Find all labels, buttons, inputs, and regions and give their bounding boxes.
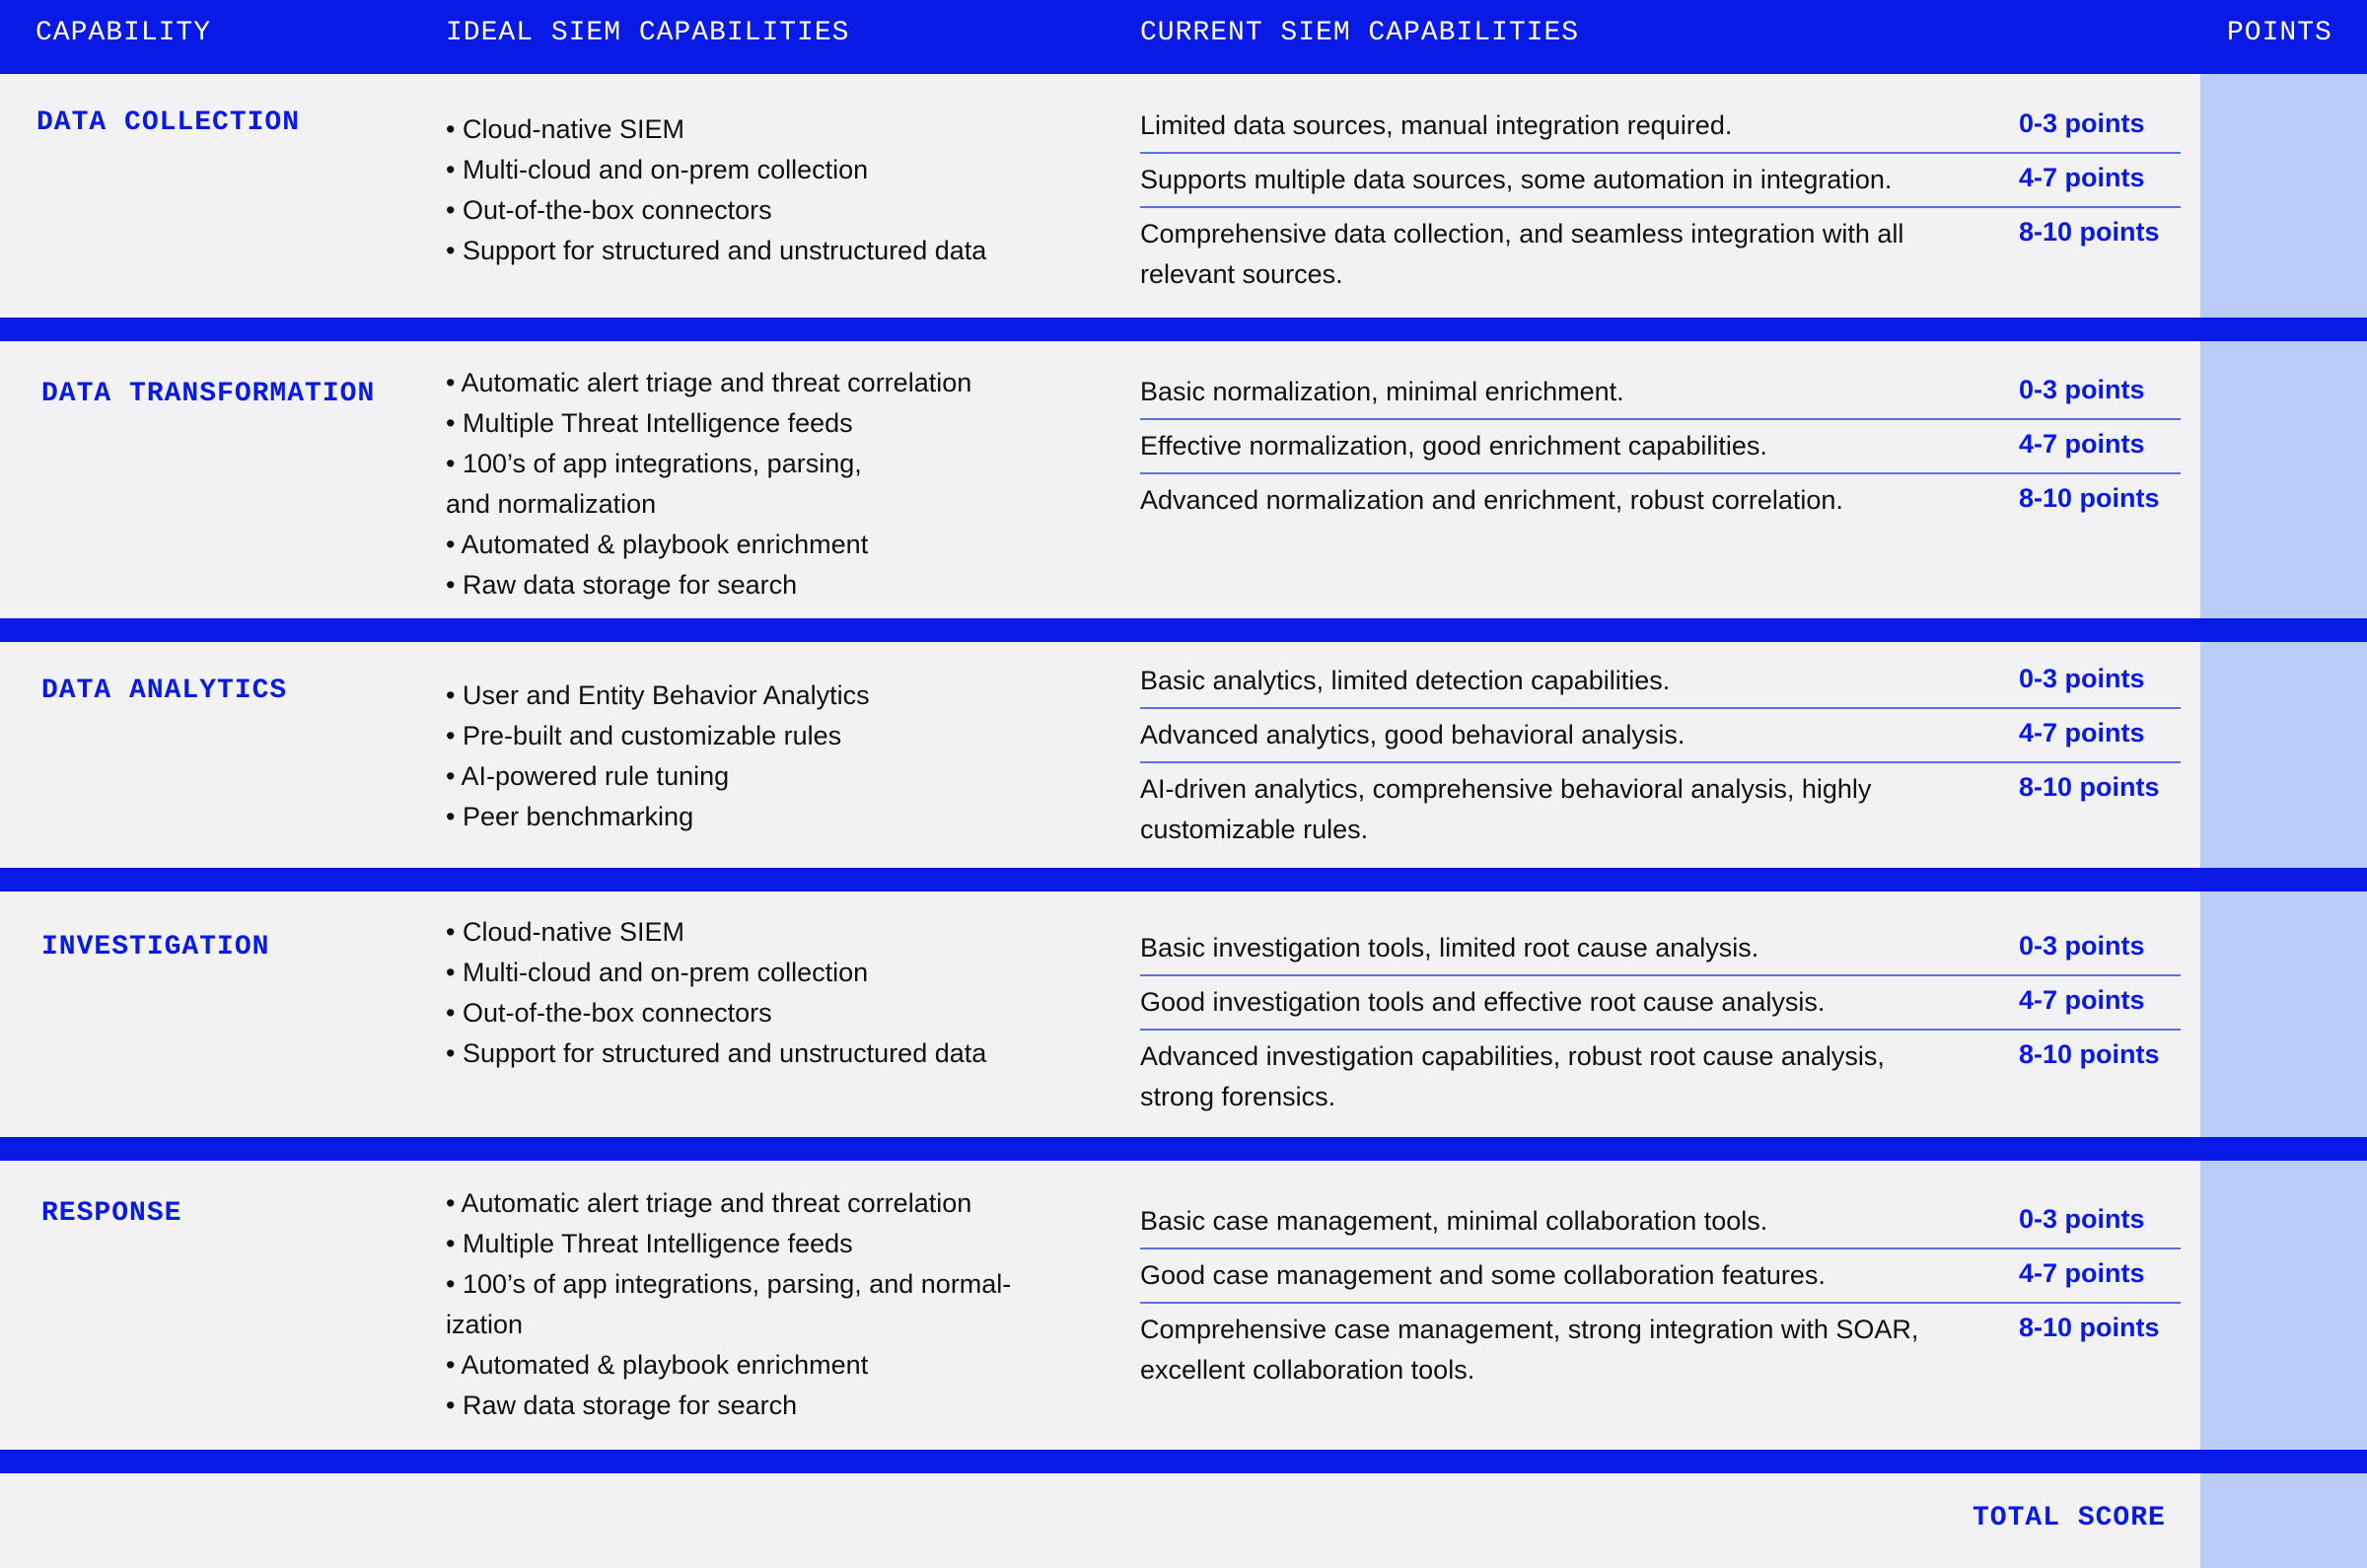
capability-label: DATA TRANSFORMATION (41, 379, 376, 409)
tier-description: Basic case management, minimal collaboration tools. (1140, 1206, 1768, 1236)
tier-points: 0-3 points (2019, 375, 2145, 404)
capability-label: DATA ANALYTICS (41, 676, 288, 706)
tier-4-7 (1140, 715, 2181, 763)
tier-description: Basic analytics, limited detection capabilities. (1140, 666, 1671, 695)
header-points: POINTS (2227, 18, 2332, 48)
tier-8-10 (1140, 480, 2181, 527)
ideal-list (446, 676, 1057, 837)
tier-8-10 (1140, 1036, 2181, 1125)
tier-description: Limited data sources, manual integration required. (1140, 110, 1733, 140)
tier-8-10 (1140, 769, 2181, 858)
tier-points: 8-10 points (2019, 772, 2160, 802)
ideal-item: • Cloud-native SIEM (446, 114, 685, 144)
tier-0-3 (1140, 928, 2181, 976)
row-separator (0, 868, 2367, 891)
ideal-list (446, 363, 1057, 606)
total-score-label: TOTAL SCORE (1972, 1503, 2166, 1533)
ideal-item: • AI-powered rule tuning (446, 761, 730, 791)
tier-description: Comprehensive case management, strong integration with SOAR, excellent collaboration tools. (1140, 1315, 1919, 1385)
capability-label: RESPONSE (41, 1198, 182, 1229)
tier-points: 0-3 points (2019, 931, 2145, 961)
tier-4-7 (1140, 982, 2181, 1031)
ideal-item: • Support for structured and unstructured data (446, 236, 987, 265)
row-separator (0, 318, 2367, 341)
tier-points: 8-10 points (2019, 217, 2160, 247)
tier-points: 8-10 points (2019, 1313, 2160, 1342)
ideal-item: • Out-of-the-box connectors (446, 998, 772, 1028)
ideal-item: • Multi-cloud and on-prem collection (446, 958, 869, 987)
ideal-list (446, 912, 1057, 1074)
ideal-item: ization (446, 1310, 524, 1339)
capability-label: DATA COLLECTION (36, 107, 301, 138)
ideal-item: • Multiple Threat Intelligence feeds (446, 408, 853, 438)
ideal-list (446, 109, 1057, 271)
row-separator (0, 618, 2367, 642)
tier-4-7 (1140, 1255, 2181, 1304)
header-capability: CAPABILITY (36, 18, 212, 48)
tier-8-10 (1140, 214, 2181, 303)
tier-4-7 (1140, 160, 2181, 208)
table-header (0, 0, 2367, 74)
ideal-item: • 100’s of app integrations, parsing, and normal- (446, 1269, 1012, 1299)
ideal-item: • 100’s of app integrations, parsing, (446, 449, 862, 478)
tier-description: Good investigation tools and effective root cause analysis. (1140, 987, 1826, 1017)
tier-points: 0-3 points (2019, 1204, 2145, 1234)
tier-description: Advanced normalization and enrichment, robust correlation. (1140, 485, 1843, 515)
tier-0-3 (1140, 661, 2181, 709)
tier-points: 4-7 points (2019, 1258, 2145, 1288)
ideal-item: • Multi-cloud and on-prem collection (446, 155, 869, 184)
tier-description: Basic investigation tools, limited root cause analysis. (1140, 933, 1759, 962)
capability-label: INVESTIGATION (41, 932, 270, 962)
points-column (2200, 74, 2367, 1568)
row-separator (0, 1450, 2367, 1473)
ideal-list (446, 1183, 1057, 1426)
ideal-item: • Peer benchmarking (446, 802, 694, 831)
ideal-item: • Raw data storage for search (446, 1390, 798, 1420)
ideal-item: • Automated & playbook enrichment (446, 530, 869, 559)
tier-description: Comprehensive data collection, and seamless integration with all relevant sources. (1140, 219, 1904, 289)
tier-points: 8-10 points (2019, 483, 2160, 513)
tier-8-10 (1140, 1310, 2181, 1398)
tier-points: 0-3 points (2019, 108, 2145, 138)
ideal-item: and normalization (446, 489, 657, 519)
row-separator (0, 1137, 2367, 1161)
tier-points: 4-7 points (2019, 163, 2145, 192)
tier-description: Advanced investigation capabilities, robust root cause analysis, strong forensics. (1140, 1041, 1885, 1111)
tier-points: 0-3 points (2019, 664, 2145, 693)
tier-description: Effective normalization, good enrichment capabilities. (1140, 431, 1767, 461)
tier-4-7 (1140, 426, 2181, 474)
ideal-item: • Pre-built and customizable rules (446, 721, 842, 750)
header-ideal: IDEAL SIEM CAPABILITIES (446, 18, 850, 48)
tier-points: 4-7 points (2019, 985, 2145, 1015)
ideal-item: • Raw data storage for search (446, 570, 798, 600)
ideal-item: • User and Entity Behavior Analytics (446, 680, 870, 710)
ideal-item: • Automatic alert triage and threat correlation (446, 1188, 972, 1218)
tier-0-3 (1140, 372, 2181, 420)
ideal-item: • Cloud-native SIEM (446, 917, 685, 947)
ideal-item: • Out-of-the-box connectors (446, 195, 772, 225)
tier-points: 4-7 points (2019, 718, 2145, 748)
tier-points: 4-7 points (2019, 429, 2145, 459)
ideal-item: • Automated & playbook enrichment (446, 1350, 869, 1380)
tier-description: Basic normalization, minimal enrichment. (1140, 377, 1624, 406)
ideal-item: • Multiple Threat Intelligence feeds (446, 1229, 853, 1258)
tier-0-3 (1140, 1201, 2181, 1249)
tier-description: Advanced analytics, good behavioral analysis. (1140, 720, 1686, 749)
tier-description: Supports multiple data sources, some automation in integration. (1140, 165, 1893, 194)
tier-0-3 (1140, 106, 2181, 154)
tier-description: AI-driven analytics, comprehensive behavioral analysis, highly customizable rules. (1140, 774, 1872, 844)
header-current: CURRENT SIEM CAPABILITIES (1140, 18, 1580, 48)
ideal-item: • Support for structured and unstructured data (446, 1038, 987, 1068)
ideal-item: • Automatic alert triage and threat correlation (446, 368, 972, 397)
tier-points: 8-10 points (2019, 1039, 2160, 1069)
tier-description: Good case management and some collaboration features. (1140, 1260, 1826, 1290)
